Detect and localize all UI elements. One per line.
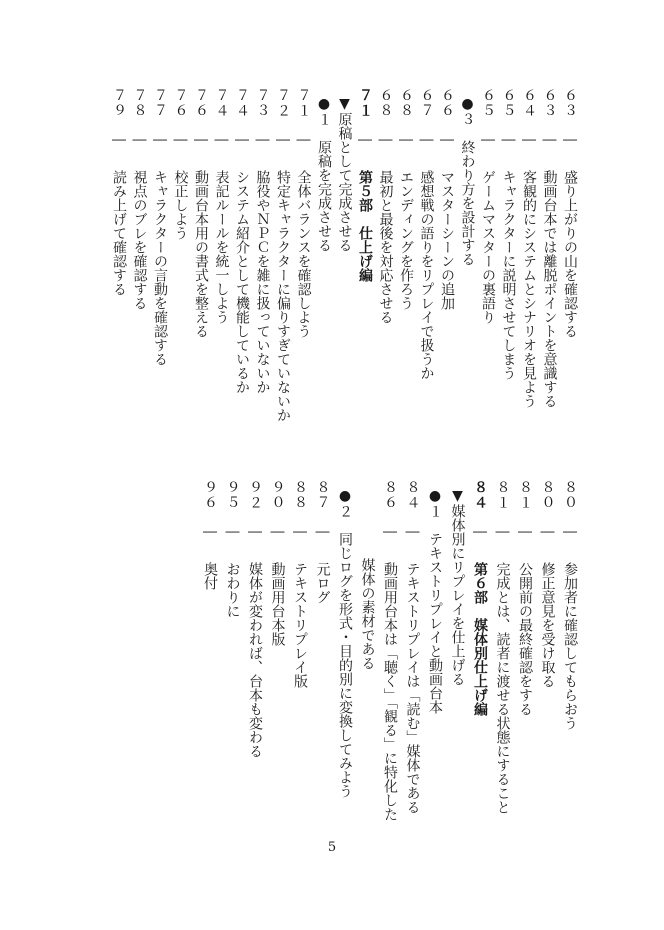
toc-upper-block	[100, 88, 580, 422]
toc-leader-dash: ―	[521, 118, 537, 162]
toc-page-number: ８１	[517, 480, 533, 510]
toc-page-number: ６３	[562, 88, 578, 118]
toc-leader-dash: ―	[213, 118, 230, 162]
toc-part-heading: 第５部 仕上げ編	[357, 170, 373, 282]
toc-entry	[109, 88, 129, 418]
toc-entry	[212, 88, 232, 418]
toc-page-number: ６８	[398, 88, 414, 118]
toc-page-number: ６７	[418, 88, 435, 118]
toc-entry-title: テキストリプレイは「読む」媒体である	[404, 562, 421, 814]
toc-page-number: ８７	[314, 480, 331, 510]
toc-entry	[470, 480, 490, 810]
toc-section-heading: ●１ テキストリプレイと動画台本	[427, 488, 443, 714]
toc-leader-dash: ―	[472, 510, 488, 554]
toc-page-number: ９２	[247, 480, 263, 510]
toc-leader-dash: ―	[247, 510, 263, 554]
toc-leader-dash: ―	[539, 510, 556, 554]
toc-leader-dash: ―	[541, 118, 558, 162]
toc-entry-title: 公開前の最終確認をする	[517, 562, 533, 716]
toc-leader-dash: ―	[404, 510, 421, 554]
toc-section-heading: ●２ 同じログを形式・目的別に変換してみよう	[337, 488, 353, 798]
toc-page-number: ７３	[254, 88, 271, 118]
toc-entry-title: 校正しよう	[172, 170, 189, 240]
toc-page-number: ６５	[480, 88, 496, 118]
toc-entry	[232, 88, 252, 418]
toc-entry	[437, 88, 457, 418]
toc-entry	[380, 480, 400, 821]
toc-entry	[171, 88, 191, 418]
toc-entry-title: 特定キャラクターに偏りすぎていないか	[275, 170, 291, 422]
toc-entry-title: キャラクターに説明させてしまう	[500, 170, 517, 380]
toc-leader-dash: ―	[562, 510, 578, 554]
toc-section-heading: ▼原稿として完成させる	[336, 96, 353, 252]
toc-entry-title: エンディングを作ろう	[398, 170, 414, 310]
toc-leader-dash: ―	[224, 510, 241, 554]
toc-page-number: ９６	[202, 480, 218, 510]
toc-entry	[313, 480, 333, 810]
toc-entry-title: キャラクターの言動を確認する	[152, 170, 168, 366]
toc-entry	[358, 480, 378, 880]
toc-entry	[200, 480, 220, 810]
toc-leader-dash: ―	[111, 118, 127, 162]
toc-entry-title: 動画用台本版	[269, 562, 286, 646]
toc-entry	[335, 480, 355, 810]
toc-section-heading: ▼媒体別にリプレイを仕上げる	[449, 488, 466, 686]
toc-page-number: ６３	[541, 88, 558, 118]
toc-leader-dash: ―	[439, 118, 455, 162]
toc-leader-dash: ―	[152, 118, 168, 162]
toc-page-number: ８４	[472, 480, 488, 510]
toc-part-heading: 第６部 媒体別仕上げ編	[472, 562, 488, 716]
toc-leader-dash: ―	[562, 118, 578, 162]
toc-entry-title: 完成とは、読者に渡せる状態にすること	[494, 562, 511, 814]
toc-entry	[253, 88, 273, 418]
toc-leader-dash: ―	[517, 510, 533, 554]
toc-entry	[273, 88, 293, 422]
toc-entry	[499, 88, 519, 418]
toc-entry	[515, 480, 535, 810]
toc-leader-dash: ―	[172, 118, 189, 162]
toc-page-number: ８１	[494, 480, 511, 510]
toc-entry	[335, 88, 355, 418]
toc-entry-title: 表記ルールを統一しよう	[213, 170, 230, 324]
toc-page-number: ７６	[172, 88, 189, 118]
toc-entry-title: 媒体の素材である	[359, 558, 376, 670]
toc-entry-title: 動画台本用の書式を整える	[193, 170, 209, 338]
toc-entry-title: 修正意見を受け取る	[539, 562, 556, 688]
toc-section-heading: ●３ 終わり方を設計する	[459, 96, 476, 266]
toc-entry	[425, 480, 445, 810]
toc-leader-dash: ―	[494, 510, 511, 554]
toc-page-number: ７６	[193, 88, 209, 118]
toc-page-number: ９５	[224, 480, 241, 510]
toc-leader-dash: ―	[193, 118, 209, 162]
toc-page-number: ８０	[539, 480, 556, 510]
toc-entry	[223, 480, 243, 810]
toc-page-number: ８４	[404, 480, 421, 510]
toc-leader-dash: ―	[377, 118, 394, 162]
toc-entry	[290, 480, 310, 810]
toc-entry	[268, 480, 288, 810]
toc-entry-title: 動画台本では離脱ポイントを意識する	[541, 170, 558, 408]
toc-section-heading: ●１ 原稿を完成させる	[316, 96, 332, 252]
toc-page-number: ６４	[521, 88, 537, 118]
toc-leader-dash: ―	[254, 118, 271, 162]
toc-entry	[191, 88, 211, 418]
toc-entry-title: 媒体が変われば、台本も変わる	[247, 562, 263, 758]
toc-entry	[294, 88, 314, 418]
toc-entry	[458, 88, 478, 418]
toc-entry	[314, 88, 334, 418]
toc-leader-dash: ―	[314, 510, 331, 554]
toc-page-number: ６５	[500, 88, 517, 118]
toc-page-number: ９０	[269, 480, 286, 510]
toc-entry-title: 視点のブレを確認する	[131, 170, 148, 310]
toc-entry	[560, 480, 580, 810]
toc-entry-title: 動画用台本は「聴く」「観る」に特化した	[382, 562, 398, 821]
toc-leader-dash: ―	[275, 118, 291, 162]
toc-entry-title: 脇役やＮＰＣを雑に扱っていないか	[254, 170, 271, 394]
toc-leader-dash: ―	[292, 510, 308, 554]
toc-entry-title: 参加者に確認してもらおう	[562, 562, 578, 730]
toc-page-number: ７８	[131, 88, 148, 118]
toc-entry	[540, 88, 560, 418]
toc-lower-block	[190, 480, 580, 821]
toc-entry	[519, 88, 539, 418]
toc-page-number: ７１	[295, 88, 312, 118]
toc-leader-dash: ―	[418, 118, 435, 162]
toc-leader-dash: ―	[202, 510, 218, 554]
toc-entry-title: 客観的にシステムとシナリオを見よう	[521, 170, 537, 408]
toc-page-number: ６８	[377, 88, 394, 118]
toc-entry-title: ゲームマスターの裏語り	[480, 170, 496, 324]
toc-entry-title: 元ログ	[314, 562, 331, 604]
toc-leader-dash: ―	[131, 118, 148, 162]
toc-entry-title: 感想戦の語りをリプレイで扱うか	[418, 170, 435, 380]
toc-page-number: ８６	[382, 480, 398, 510]
toc-entry	[245, 480, 265, 810]
toc-leader-dash: ―	[269, 510, 286, 554]
toc-entry	[448, 480, 468, 810]
toc-leader-dash: ―	[357, 118, 373, 162]
toc-page-number: ８０	[562, 480, 578, 510]
toc-entry-title: システム紹介として機能しているか	[234, 170, 250, 394]
page-number: 5	[327, 840, 337, 855]
toc-entry	[150, 88, 170, 418]
toc-entry	[130, 88, 150, 418]
toc-leader-dash: ―	[295, 118, 312, 162]
toc-entry-title: 奥付	[202, 562, 218, 590]
toc-entry	[376, 88, 396, 418]
toc-entry-title: おわりに	[224, 562, 241, 618]
toc-entry	[538, 480, 558, 810]
toc-leader-dash: ―	[480, 118, 496, 162]
toc-page-number: ７７	[152, 88, 168, 118]
toc-page-number: ７１	[357, 88, 373, 118]
toc-entry	[478, 88, 498, 418]
toc-page-number: ８８	[292, 480, 308, 510]
toc-entry	[403, 480, 423, 814]
toc-entry-title: 全体バランスを確認しよう	[295, 170, 312, 338]
toc-page-number: ６６	[439, 88, 455, 118]
toc-entry	[417, 88, 437, 418]
toc-page-number: ７４	[234, 88, 250, 118]
toc-entry	[396, 88, 416, 418]
toc-entry-title: マスターシーンの追加	[439, 170, 455, 310]
toc-entry-title: 盛り上がりの山を確認する	[562, 170, 578, 338]
toc-entry-title: テキストリプレイ版	[292, 562, 308, 688]
toc-page-number: ７４	[213, 88, 230, 118]
toc-entry	[355, 88, 375, 418]
toc-entry	[493, 480, 513, 814]
toc-page-number: ７９	[111, 88, 127, 118]
toc-leader-dash: ―	[234, 118, 250, 162]
toc-leader-dash: ―	[398, 118, 414, 162]
toc-entry-title: 読み上げて確認する	[111, 170, 127, 296]
toc-leader-dash: ―	[382, 510, 398, 554]
toc-leader-dash: ―	[500, 118, 517, 162]
toc-entry	[560, 88, 580, 418]
toc-page-number: ７２	[275, 88, 291, 118]
toc-entry-title: 最初と最後を対応させる	[377, 170, 394, 324]
